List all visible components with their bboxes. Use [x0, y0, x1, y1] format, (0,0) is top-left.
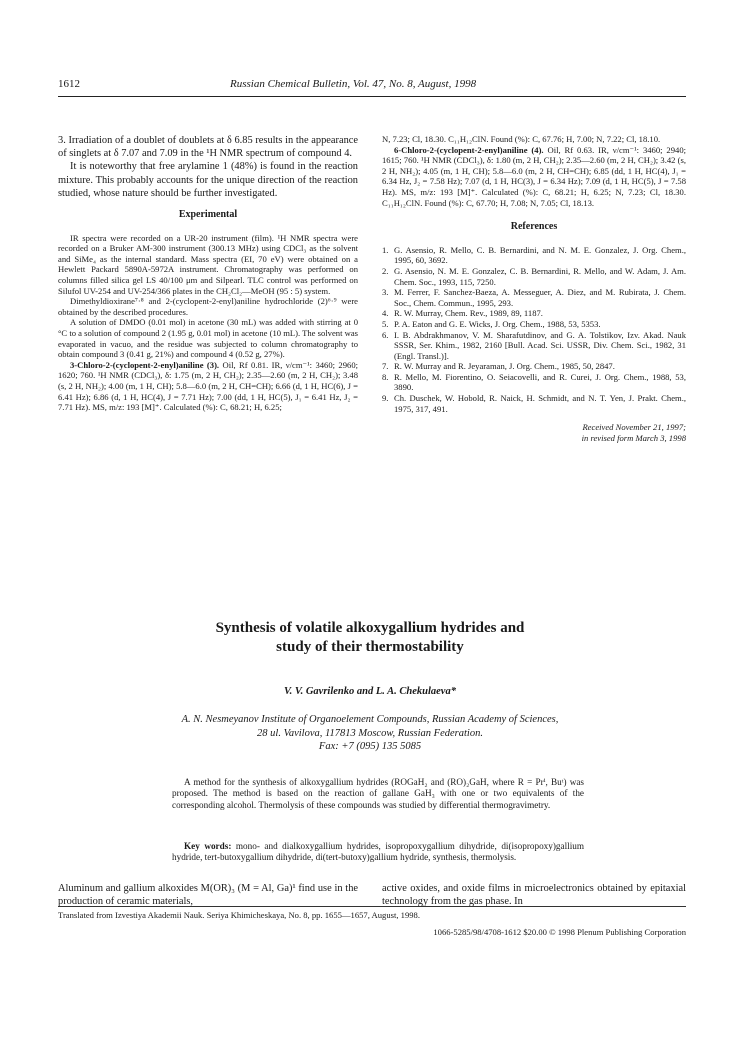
- article-title-line-2: study of their thermostability: [276, 639, 464, 655]
- intro-paragraph-2: It is noteworthy that free arylamine 1 (48%) is found in the reaction mixture. This probably accounts for the unique direction of the reaction studied, whose nature should be further investigated.: [58, 161, 358, 199]
- received-date: Received November 21, 1997;: [582, 422, 686, 433]
- footer-rule: [58, 906, 686, 907]
- reference-item: [382, 361, 686, 372]
- compound-4-name: 6-Chloro-2-(cyclopent-2-enyl)aniline (4).: [394, 144, 544, 155]
- reference-item: [382, 319, 686, 330]
- reference-text: G. Asensio, N. M. E. Gonzalez, C. B. Bernardini, R. Mello, and W. Adam, J. Am. Chem. Soc., 1993, 115, 7250.: [394, 265, 686, 287]
- reference-number: 1.: [382, 244, 389, 255]
- reference-item: [382, 245, 686, 266]
- running-header: [58, 76, 686, 97]
- reference-item: [382, 330, 686, 362]
- reference-number: 9.: [382, 393, 389, 404]
- abstract-text: A method for the synthesis of alkoxygallium hydrides (ROGaH₂ and (RO)₂GaH, where R = Prⁱ, Buᵗ) was proposed. The method is based on the reaction of gallane GaH₃ with one or two equivalents of the corresponding alcohol. Thermolysis of these compounds was studied by differential thermogravimetry.: [172, 777, 584, 810]
- reference-number: 7.: [382, 361, 389, 372]
- reference-text: Ch. Duschek, W. Hobold, R. Naick, H. Schmidt, and N. T. Yen, J. Prakt. Chem., 1975, 317, 491.: [394, 393, 686, 414]
- compound-3-description: [58, 360, 358, 413]
- reference-text: R. W. Murray and R. Jeyaraman, J. Org. Chem., 1985, 50, 2847.: [394, 361, 615, 372]
- reference-number: 5.: [382, 318, 389, 329]
- keywords-text: mono- and dialkoxygallium hydrides, isopropoxygallium dihydride, di(isopropoxy)gallium hydride, tert-butoxygallium dihydride, di(tert-butoxy)gallium hydride, synthesis, thermolysis.: [172, 841, 584, 863]
- reference-item: [382, 308, 686, 319]
- keywords: [172, 841, 584, 864]
- reference-item: [382, 393, 686, 414]
- reference-number: 3.: [382, 287, 389, 298]
- compound-4-data: Oil, Rf 0.63. IR, ν/cm⁻¹: 3460; 2940; 1615; 760. ¹H NMR (CDCl₃), δ: 1.80 (m, 2 H, CH₂); 2.35—2.60 (m, 2 H, CH₂); 3.42 (s, 2 H, NH₂); 4.05 (m, 1 H, CH); 5.8—6.0 (m, 2 H, CH=CH); 6.85 (dd, 1 H, HC(4), J₁ = 6.34 Hz, J₂ = 7.58 Hz); 7.07 (d, 1 H, HC(3), J = 6.34 Hz); 7.09 (d, 1 H, HC(5), J = 7.58 Hz). MS, m/z: 193 [M]⁺. Calculated (%): C, 68.21; H, 6.25; N, 7.23; Cl, 18.30. C₁₁H₁₂ClN. Found (%): C, 67.70; H, 7.08; N, 7.05; Cl, 18.13.: [382, 144, 686, 208]
- article-title: [60, 619, 680, 657]
- affiliation: [60, 713, 680, 754]
- left-column: [58, 134, 358, 413]
- article-authors: V. V. Gavrilenko and L. A. Chekulaeva*: [284, 686, 456, 697]
- reference-text: M. Ferrer, F. Sanchez-Baeza, A. Messeguer, A. Diez, and M. Rubirata, J. Chem. Soc., Chem. Commun., 1995, 293.: [394, 287, 686, 308]
- references-list: [382, 245, 686, 415]
- body-text-right: active oxides, and oxide films in microelectronics obtained by epitaxial technology from the gas phase. In: [382, 883, 686, 908]
- keywords-label: Key words:: [184, 841, 232, 851]
- reference-number: 2.: [382, 265, 389, 276]
- experimental-heading: Experimental: [178, 209, 238, 221]
- compound-3-continuation: N, 7.23; Cl, 18.30. C₁₁H₁₂ClN. Found (%): C, 67.76; H, 7.00; N, 7.22; Cl, 18.10.: [382, 134, 661, 144]
- affiliation-fax: Fax: +7 (095) 135 5085: [318, 741, 422, 752]
- right-column: [382, 134, 686, 443]
- article-title-line-1: Synthesis of volatile alkoxygallium hydrides and: [215, 620, 525, 636]
- references-heading: References: [510, 221, 558, 233]
- reference-text: R. W. Murray, Chem. Rev., 1989, 89, 1187.: [394, 308, 543, 319]
- affiliation-line-2: 28 ul. Vavilova, 117813 Moscow, Russian Federation.: [257, 727, 483, 739]
- journal-title: Russian Chemical Bulletin, Vol. 47, No. 8, August, 1998: [230, 78, 477, 90]
- experimental-paragraph-2: Dimethyldioxirane⁷·⁸ and 2-(cyclopent-2-enyl)aniline hydrochloride (2)⁶·⁹ were obtained by the described procedures.: [58, 296, 358, 317]
- compound-3-name: 3-Chloro-2-(cyclopent-2-enyl)aniline (3).: [70, 359, 220, 370]
- reference-text: G. Asensio, R. Mello, C. B. Bernardini, and N. M. E. Gonzalez, J. Org. Chem., 1995, 60, 3692.: [394, 244, 686, 266]
- affiliation-line-1: A. N. Nesmeyanov Institute of Organoelement Compounds, Russian Academy of Sciences,: [181, 714, 559, 725]
- intro-paragraph-1: 3. Irradiation of a doublet of doublets at δ 6.85 results in the appearance of singlets at δ 7.07 and 7.09 in the ¹H NMR spectrum of compound 4.: [58, 135, 358, 160]
- reference-text: I. B. Abdrakhmanov, V. M. Sharafutdinov, and G. A. Tolstikov, Izv. Akad. Nauk SSSR, Ser. Khim., 1982, 2160 [Bull. Acad. Sci. USSR, Div. Chem. Sci., 1982, 31 (Engl. Transl.)].: [394, 329, 686, 361]
- body-text-left: Aluminum and gallium alkoxides M(OR)₃ (M = Al, Ga)¹ find use in the production of ceramic materials,: [58, 883, 358, 908]
- reference-number: 4.: [382, 308, 389, 319]
- compound-4-description: [382, 145, 686, 209]
- reference-number: 6.: [382, 329, 389, 340]
- reference-text: R. Mello, M. Fiorentino, O. Seiacovelli, and R. Curei, J. Org. Chem., 1988, 53, 3890.: [394, 371, 686, 393]
- compound-3-data: Oil, Rf 0.81. IR, ν/cm⁻¹: 3460; 2960; 1620; 760. ¹H NMR (CDCl₃), δ: 1.75 (m, 2 H, CH₂); 2.35—2.60 (m, 2 H, CH₂); 3.48 (s, 2 H, NH₂); 4.00 (m, 1 H, CH); 5.8—6.0 (m, 2 H, CH=CH); 6.66 (d, 1 H, HC(6), J = 6.41 Hz); 6.86 (d, 1 H, HC(4), J = 7.71 Hz); 7.00 (dd, 1 H, HC(5), J₁ = 6.41 Hz, J₂ = 7.71 Hz). MS, m/z: 193 [M]⁺. Calculated (%): C, 68.21; H, 6.25;: [58, 359, 358, 413]
- reference-text: P. A. Eaton and G. E. Wicks, J. Org. Chem., 1988, 53, 5353.: [394, 318, 601, 329]
- page-number: 1612: [58, 78, 80, 90]
- reference-item: [382, 266, 686, 287]
- reference-item: [382, 372, 686, 393]
- experimental-paragraph-3: A solution of DMDO (0.01 mol) in acetone (30 mL) was added with stirring at 0 °C to a solution of compound 2 (1.95 g, 0.01 mol) in acetone (10 mL). The solvent was evaporated in vacuo, and the residue was subjected to column chromatography to obtain compound 3 (0.41 g, 21%) and compound 4 (0.52 g, 27%).: [58, 317, 358, 360]
- experimental-paragraph-1: IR spectra were recorded on a UR-20 instrument (film). ¹H NMR spectra were recorded on a Bruker AM-300 instrument (300.13 MHz) using CDCl₃ as the solvent and SiMe₄ as the internal standard. Mass spectra (EI, 70 eV) were obtained on a Hewlett Packard 5890A-5972A instrument. Chromatography was performed on columns filled silica gel LS 40/100 μm and Silpearl. TLC control was performed on Silufol UV-254 and UV-254/366 plates in the CH₂Cl₂—MeOH (95 : 5) system.: [58, 232, 358, 296]
- revised-date: in revised form March 3, 1998: [581, 432, 686, 443]
- copyright-line: 1066-5285/98/4708-1612 $20.00 © 1998 Plenum Publishing Corporation: [433, 927, 686, 937]
- reference-item: [382, 287, 686, 308]
- translation-note: Translated from Izvestiya Akademii Nauk. Seriya Khimicheskaya, No. 8, pp. 1655—1657, August, 1998.: [58, 910, 420, 920]
- reference-number: 8.: [382, 371, 389, 382]
- abstract: [172, 777, 584, 811]
